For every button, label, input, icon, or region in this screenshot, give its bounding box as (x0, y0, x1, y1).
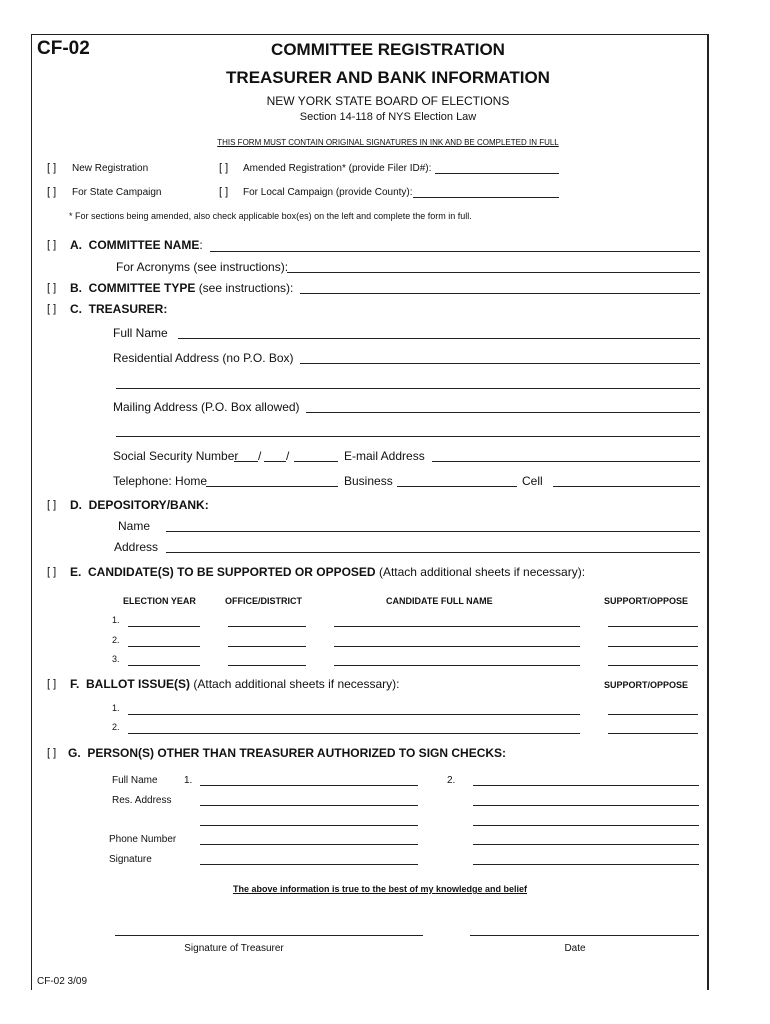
section-a-checkbox[interactable]: [ ] (47, 239, 57, 251)
email-input[interactable] (432, 450, 700, 462)
candidate-row-2-number: 2. (112, 635, 120, 645)
section-d-title: DEPOSITORY/BANK: (88, 498, 209, 512)
signer-full-name-label: Full Name (112, 775, 158, 786)
ssn-part3-input[interactable] (294, 450, 338, 462)
signer-2-signature-input[interactable] (473, 853, 699, 865)
section-b-letter: B. (70, 281, 82, 295)
form-revision: CF-02 3/09 (37, 976, 88, 987)
section-c-letter: C. (70, 302, 82, 316)
section-a-letter: A. (70, 238, 82, 252)
section-f-note: (Attach additional sheets if necessary): (193, 677, 400, 691)
section-g-heading (68, 746, 506, 760)
ssn-separator-2: / (286, 449, 290, 463)
residential-address-line2-input[interactable] (116, 377, 700, 389)
bank-name-input[interactable] (166, 520, 700, 532)
candidate-3-support-input[interactable] (608, 654, 698, 666)
section-a-title: COMMITTEE NAME (88, 238, 200, 252)
state-campaign-label: For State Campaign (72, 187, 162, 198)
new-registration-label: New Registration (72, 163, 149, 174)
committee-name-input[interactable] (210, 240, 700, 252)
signer-2-number: 2. (447, 775, 456, 786)
col-candidate-name: CANDIDATE FULL NAME (386, 596, 493, 606)
col-support-oppose: SUPPORT/OPPOSE (604, 596, 689, 606)
section-e-letter: E. (70, 565, 82, 579)
phone-business-label: Business (344, 474, 393, 488)
section-d-letter: D. (70, 498, 82, 512)
residential-address-label: Residential Address (no P.O. Box) (113, 351, 294, 365)
date-label: Date (564, 943, 586, 954)
ssn-label: Social Security Number (113, 449, 239, 463)
phone-home-input[interactable] (206, 475, 338, 487)
mailing-address-input[interactable] (306, 401, 700, 413)
candidate-3-office-input[interactable] (228, 654, 306, 666)
section-e-title: CANDIDATE(S) TO BE SUPPORTED OR OPPOSED (88, 565, 376, 579)
section-b-note: (see instructions): (198, 281, 294, 295)
phone-cell-input[interactable] (553, 475, 700, 487)
title-line-1: COMMITTEE REGISTRATION (271, 40, 505, 59)
signer-2-address-line2-input[interactable] (473, 814, 699, 826)
candidate-2-year-input[interactable] (128, 635, 200, 647)
acronyms-label: For Acronyms (see instructions): (116, 260, 289, 274)
phone-business-input[interactable] (397, 475, 517, 487)
signer-2-phone-input[interactable] (473, 833, 699, 845)
section-d-checkbox[interactable]: [ ] (47, 499, 57, 511)
ballot-issue-1-input[interactable] (128, 703, 580, 715)
section-f-title: BALLOT ISSUE(S) (86, 677, 191, 691)
candidate-1-support-input[interactable] (608, 615, 698, 627)
section-g-checkbox[interactable]: [ ] (47, 747, 57, 759)
amended-registration-checkbox[interactable]: [ ] (219, 162, 229, 174)
section-f-checkbox[interactable]: [ ] (47, 678, 57, 690)
new-registration-checkbox[interactable]: [ ] (47, 162, 57, 174)
ballot-row-2-number: 2. (112, 722, 120, 732)
ssn-separator-1: / (258, 449, 262, 463)
signer-1-name-input[interactable] (200, 774, 418, 786)
signature-notice: THIS FORM MUST CONTAIN ORIGINAL SIGNATURES IN INK AND BE COMPLETED IN FULL (217, 138, 559, 147)
treasurer-date-input[interactable] (470, 924, 699, 936)
section-e-note: (Attach additional sheets if necessary): (378, 565, 586, 579)
bank-address-input[interactable] (166, 541, 700, 553)
phone-cell-label: Cell (522, 474, 543, 488)
candidate-3-year-input[interactable] (128, 654, 200, 666)
treasurer-signature-input[interactable] (115, 924, 423, 936)
section-c-heading (70, 302, 167, 316)
signer-1-number: 1. (184, 775, 193, 786)
signer-2-name-input[interactable] (473, 774, 699, 786)
section-e-checkbox[interactable]: [ ] (47, 566, 57, 578)
signer-1-phone-input[interactable] (200, 833, 418, 845)
candidate-row-3-number: 3. (112, 654, 120, 664)
ballot-row-1-number: 1. (112, 703, 120, 713)
candidate-3-name-input[interactable] (334, 654, 580, 666)
treasurer-signature-label: Signature of Treasurer (184, 943, 284, 954)
state-campaign-checkbox[interactable]: [ ] (47, 186, 57, 198)
mailing-address-line2-input[interactable] (116, 425, 700, 437)
section-a-heading (70, 238, 203, 252)
col-office-district: OFFICE/DISTRICT (225, 596, 302, 606)
filer-id-input[interactable] (435, 162, 559, 174)
candidate-2-office-input[interactable] (228, 635, 306, 647)
amended-registration-label: Amended Registration* (provide Filer ID#): (243, 163, 432, 174)
section-b-heading (70, 281, 293, 295)
bank-address-label: Address (114, 540, 159, 554)
agency-name: NEW YORK STATE BOARD OF ELECTIONS (266, 94, 510, 108)
col-election-year: ELECTION YEAR (123, 596, 196, 606)
treasurer-full-name-input[interactable] (178, 327, 700, 339)
section-g-letter: G. (68, 746, 81, 760)
form-id: CF-02 (37, 38, 90, 59)
ssn-part2-input[interactable] (264, 450, 286, 462)
form-frame (31, 34, 709, 990)
section-b-checkbox[interactable]: [ ] (47, 282, 57, 294)
local-campaign-label: For Local Campaign (provide County): (243, 187, 413, 198)
email-label: E-mail Address (344, 449, 425, 463)
amendment-footnote: * For sections being amended, also check applicable box(es) on the left and complete the form in full. (69, 211, 472, 221)
signer-phone-label: Phone Number (109, 834, 177, 845)
signer-1-signature-input[interactable] (200, 853, 418, 865)
bank-name-label: Name (118, 519, 151, 533)
county-input[interactable] (413, 186, 559, 198)
residential-address-input[interactable] (300, 352, 700, 364)
attestation-statement: The above information is true to the best of my knowledge and belief (232, 884, 528, 894)
acronyms-input[interactable] (287, 261, 700, 273)
ballot-issue-2-support-input[interactable] (608, 722, 698, 734)
law-reference: Section 14-118 of NYS Election Law (299, 111, 477, 123)
signer-res-address-label: Res. Address (112, 795, 172, 806)
section-g-title: PERSON(S) OTHER THAN TREASURER AUTHORIZED TO SIGN CHECKS: (87, 746, 507, 760)
ssn-part1-input[interactable] (234, 450, 258, 462)
title-line-2: TREASURER AND BANK INFORMATION (226, 68, 550, 87)
section-c-title: TREASURER: (88, 302, 168, 316)
candidate-2-name-input[interactable] (334, 635, 580, 647)
ballot-issue-1-support-input[interactable] (608, 703, 698, 715)
section-c-checkbox[interactable]: [ ] (47, 303, 57, 315)
phone-home-label: Telephone: Home (113, 474, 208, 488)
candidate-1-year-input[interactable] (128, 615, 200, 627)
signer-1-address-input[interactable] (200, 794, 418, 806)
candidate-1-office-input[interactable] (228, 615, 306, 627)
section-b-title: COMMITTEE TYPE (88, 281, 196, 295)
signer-1-address-line2-input[interactable] (200, 814, 418, 826)
ballot-issue-2-input[interactable] (128, 722, 580, 734)
signer-2-address-input[interactable] (473, 794, 699, 806)
section-f-letter: F. (70, 677, 80, 691)
section-a-colon: : (199, 238, 203, 252)
candidate-row-1-number: 1. (112, 615, 120, 625)
ballot-support-oppose-header: SUPPORT/OPPOSE (604, 680, 689, 690)
section-f-heading (70, 677, 399, 691)
committee-type-input[interactable] (300, 282, 700, 294)
signer-signature-label: Signature (109, 854, 152, 865)
section-d-heading (70, 498, 209, 512)
treasurer-full-name-label: Full Name (113, 326, 168, 340)
candidate-2-support-input[interactable] (608, 635, 698, 647)
mailing-address-label: Mailing Address (P.O. Box allowed) (113, 400, 300, 414)
local-campaign-checkbox[interactable]: [ ] (219, 186, 229, 198)
candidate-1-name-input[interactable] (334, 615, 580, 627)
section-e-heading (70, 565, 585, 579)
